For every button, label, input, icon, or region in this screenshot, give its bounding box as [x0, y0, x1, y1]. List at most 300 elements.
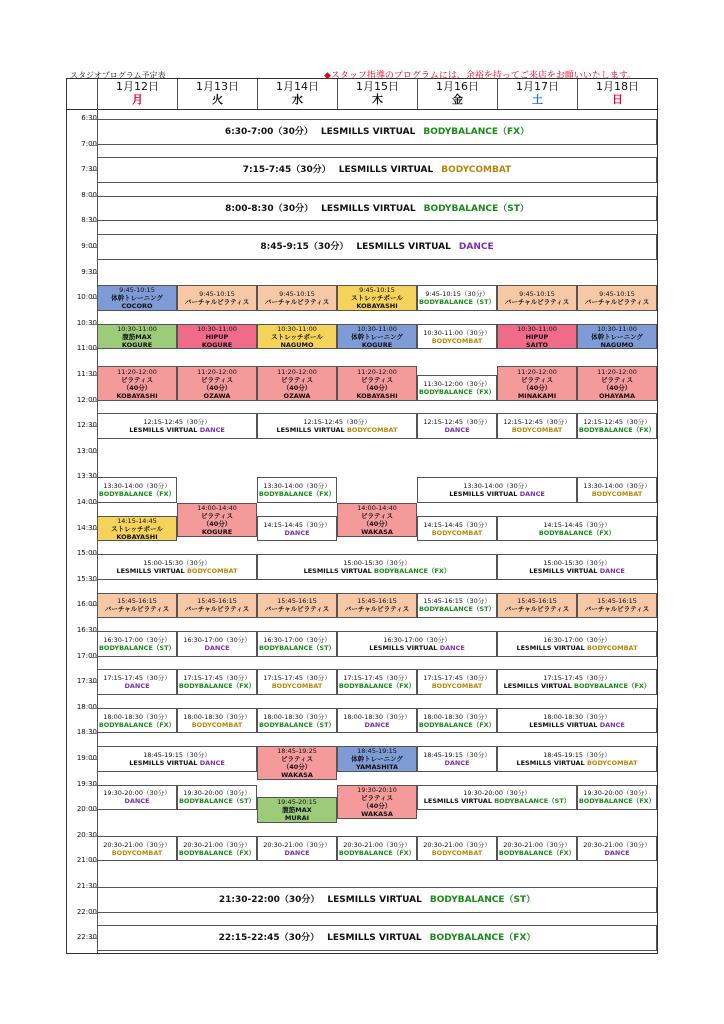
class-program: DANCE [597, 566, 625, 575]
class-cell[interactable] [337, 836, 417, 862]
class-name: バーチャルピラティス [264, 298, 330, 307]
class-cell[interactable] [337, 285, 417, 311]
class-sub: KOGURE [361, 340, 393, 349]
class-time: 12:15-12:45（30分） [503, 418, 571, 427]
class-cell[interactable] [497, 669, 657, 695]
class-time: 9:45-10:15 [519, 290, 555, 299]
class-time: 10:30-11:00 [597, 324, 637, 333]
class-cell[interactable] [177, 669, 257, 695]
time-label: 22:00 [76, 907, 97, 916]
class-name: BODYCOMBAT [591, 490, 643, 499]
class-cell[interactable] [257, 324, 337, 350]
class-name: BODYBALANCE（FX） [338, 848, 416, 857]
day-of-week: 日 [612, 93, 623, 106]
time-tick [89, 759, 97, 760]
class-time: 15:45-16:15 [517, 597, 557, 606]
time-label: 13:00 [76, 446, 97, 455]
class-time: 9:45-10:15 [359, 286, 395, 295]
class-time: 21:30-22:00（30分） [218, 894, 320, 905]
class-time: 20:30-21:00（30分） [583, 840, 651, 849]
class-cell[interactable] [337, 785, 417, 819]
time-tick [89, 145, 97, 146]
class-name: DANCE [284, 528, 310, 537]
class-time: 15:45-16:15 [277, 597, 317, 606]
class-name: 体幹トレーニング [351, 754, 403, 763]
class-cell[interactable] [577, 477, 657, 503]
virtual-class-row[interactable] [97, 887, 657, 913]
class-name: ピラティス [121, 375, 153, 384]
class-name: LESMILLS VIRTUAL DANCE [129, 758, 225, 767]
class-sub: KOBAYASHI [356, 302, 398, 311]
class-cell[interactable] [497, 413, 577, 439]
time-tick [89, 887, 97, 888]
class-provider: LESMILLS VIRTUAL [338, 165, 434, 176]
class-cell[interactable] [97, 708, 177, 734]
class-name: ピラティス [361, 512, 393, 521]
class-program: DANCE [597, 720, 625, 729]
class-name: BODYBALANCE（ST） [98, 643, 176, 652]
class-cell[interactable] [417, 836, 497, 862]
time-label: 19:30 [76, 779, 97, 788]
class-name: LESMILLS VIRTUAL DANCE [449, 490, 545, 499]
class-time: 8:45-9:15（30分） [260, 241, 349, 252]
class-cell[interactable] [177, 836, 257, 862]
class-cell[interactable] [497, 631, 657, 657]
class-cell[interactable] [337, 366, 417, 400]
day-of-week: 水 [292, 93, 303, 106]
time-tick [89, 682, 97, 683]
class-time: 10:30-11:00 [357, 324, 397, 333]
time-tick [89, 836, 97, 837]
class-cell[interactable] [417, 746, 497, 772]
class-cell[interactable] [417, 516, 497, 542]
class-name: HIPUP [525, 332, 549, 341]
class-sub: NAGUMO [280, 340, 314, 349]
class-name: BODYBALANCE（ST） [258, 643, 336, 652]
class-sub: KOBAYASHI [116, 532, 158, 541]
virtual-class-row[interactable] [97, 157, 657, 183]
class-cell[interactable] [417, 593, 497, 619]
class-cell[interactable] [577, 593, 657, 619]
class-cell[interactable] [417, 285, 497, 311]
day-date: 1月14日 [276, 80, 319, 93]
class-name: ピラティス [201, 375, 233, 384]
class-program: BODYBALANCE（ST） [429, 894, 536, 905]
time-label: 6:30 [81, 114, 97, 122]
class-cell[interactable] [97, 785, 177, 811]
class-cell[interactable] [337, 503, 417, 537]
class-cell[interactable] [497, 593, 577, 619]
class-time: 12:15-12:45（30分） [583, 418, 651, 427]
class-name: DANCE [364, 720, 390, 729]
class-cell[interactable] [577, 285, 657, 311]
class-name: BODYCOMBAT [511, 426, 563, 435]
class-time: 8:00-8:30（30分） [225, 203, 314, 214]
class-time: 13:30-14:00（30分） [463, 482, 531, 491]
class-name: BODYBALANCE（ST） [418, 605, 496, 614]
time-label: 17:00 [76, 651, 97, 660]
day-header [177, 79, 257, 109]
class-cell[interactable] [257, 746, 337, 780]
class-time: 18:45-19:15（30分） [423, 750, 491, 759]
class-time: 19:30-20:00（30分） [103, 789, 171, 798]
class-cell[interactable] [337, 324, 417, 350]
class-name: バーチャルピラティス [504, 298, 570, 307]
class-time: 17:15-17:45（30分） [263, 674, 331, 683]
class-time: 20:30-21:00（30分） [343, 840, 411, 849]
class-time: 20:30-21:00（30分） [183, 840, 251, 849]
class-cell[interactable] [177, 503, 257, 537]
class-program: BODYCOMBAT [584, 643, 638, 652]
class-cell[interactable] [257, 708, 337, 734]
class-time: 18:00-18:30（30分） [543, 712, 611, 721]
time-label: 14:30 [76, 523, 97, 532]
class-program: BODYBALANCE（FX） [571, 682, 651, 691]
class-program: DANCE [197, 758, 225, 767]
time-label: 8:00 [81, 190, 97, 199]
class-name: ピラティス [281, 375, 313, 384]
class-cell[interactable] [417, 375, 497, 401]
time-label: 10:00 [76, 293, 97, 302]
class-name: バーチャルピラティス [264, 605, 330, 614]
class-sub: COCORO [121, 302, 153, 311]
class-time: 15:45-16:15 [357, 597, 397, 606]
class-time: 15:00-15:30（30分） [143, 558, 211, 567]
virtual-class-row[interactable] [97, 234, 657, 260]
class-name: LESMILLS VIRTUAL BODYBALANCE（FX） [303, 566, 451, 575]
time-tick [89, 426, 97, 427]
time-tick [89, 733, 97, 734]
class-sub: （40分） [362, 383, 392, 392]
class-instructor: KOBAYASHI [356, 391, 398, 400]
time-label: 7:30 [81, 165, 97, 174]
class-name: BODYCOMBAT [431, 682, 483, 691]
class-cell[interactable] [497, 554, 657, 580]
class-cell[interactable] [97, 669, 177, 695]
time-label: 16:30 [76, 626, 97, 634]
class-cell[interactable] [97, 324, 177, 350]
time-label: 18:00 [76, 702, 97, 711]
class-name: BODYBALANCE（FX） [498, 848, 576, 857]
class-name: BODYCOMBAT [271, 682, 323, 691]
class-sub: （40分） [282, 383, 312, 392]
class-name: BODYBALANCE（ST） [178, 797, 256, 806]
class-time: 20:30-21:00（30分） [423, 840, 491, 849]
class-time: 11:20-12:00 [277, 367, 317, 376]
class-name: DANCE [284, 848, 310, 857]
time-tick [89, 605, 97, 606]
class-name: LESMILLS VIRTUAL BODYBALANCE（ST） [423, 797, 571, 806]
class-cell[interactable] [497, 285, 577, 311]
class-instructor: OZAWA [203, 391, 231, 400]
class-cell[interactable] [337, 669, 417, 695]
class-name: ピラティス [361, 793, 393, 802]
class-program: DANCE [197, 426, 225, 435]
class-cell[interactable] [577, 836, 657, 862]
class-time: 17:15-17:45（30分） [103, 674, 171, 683]
class-name: LESMILLS VIRTUAL BODYCOMBAT [116, 566, 238, 575]
class-instructor: KOGURE [201, 528, 233, 537]
class-cell[interactable] [337, 593, 417, 619]
class-program: BODYBALANCE（FX） [423, 126, 530, 137]
class-cell[interactable] [257, 669, 337, 695]
class-time: 18:45-19:15 [357, 746, 397, 755]
class-provider: LESMILLS VIRTUAL [320, 126, 416, 137]
class-cell[interactable] [257, 554, 497, 580]
class-program: BODYCOMBAT [441, 165, 512, 176]
class-name: LESMILLS VIRTUAL BODYBALANCE（FX） [503, 682, 651, 691]
day-date: 1月16日 [436, 80, 479, 93]
class-name: BODYBALANCE（FX） [98, 490, 176, 499]
time-tick [89, 554, 97, 555]
class-cell[interactable] [177, 631, 257, 657]
class-time: 7:15-7:45（30分） [242, 165, 331, 176]
time-tick [89, 785, 97, 786]
class-cell[interactable] [417, 324, 497, 350]
time-label: 21:30 [76, 882, 97, 890]
schedule-title: スタジオプログラム予定表 [70, 71, 166, 80]
time-label: 13:30 [76, 472, 97, 481]
class-cell[interactable] [257, 285, 337, 311]
time-tick [89, 657, 97, 658]
day-of-week: 火 [212, 93, 223, 106]
class-time: 16:30-17:00（30分） [183, 635, 251, 644]
class-cell[interactable] [257, 631, 337, 657]
class-name: LESMILLS VIRTUAL DANCE [369, 643, 465, 652]
time-label: 20:00 [76, 805, 97, 814]
class-time: 14:00-14:40 [357, 504, 397, 513]
class-name: BODYCOMBAT [431, 336, 483, 345]
class-provider: LESMILLS VIRTUAL [356, 241, 451, 252]
class-name: バーチャルピラティス [584, 605, 650, 614]
time-tick [89, 247, 97, 248]
virtual-class-row[interactable] [97, 925, 657, 951]
time-label: 21:00 [76, 856, 97, 865]
time-label: 22:30 [76, 933, 97, 942]
class-cell[interactable] [337, 746, 417, 772]
class-name: BODYBALANCE（ST） [418, 298, 496, 307]
virtual-class-row[interactable] [97, 196, 657, 222]
class-cell[interactable] [497, 516, 657, 542]
time-tick [89, 631, 97, 632]
time-tick [89, 349, 97, 350]
class-cell[interactable] [337, 631, 497, 657]
time-tick [89, 196, 97, 197]
class-instructor: WAKASA [361, 809, 393, 818]
class-time: 9:45-10:15 [279, 290, 315, 299]
class-cell[interactable] [177, 593, 257, 619]
time-label: 7:00 [81, 139, 97, 148]
time-label: 10:30 [76, 318, 97, 327]
class-time: 15:45-16:15 [197, 597, 237, 606]
class-time: 18:00-18:30（30分） [183, 712, 251, 721]
class-provider: LESMILLS VIRTUAL [327, 894, 422, 905]
time-tick [89, 170, 97, 171]
class-time: 20:30-21:00（30分） [503, 840, 571, 849]
class-name: LESMILLS VIRTUAL BODYCOMBAT [516, 758, 638, 767]
class-provider: LESMILLS VIRTUAL [321, 203, 416, 214]
time-tick [89, 529, 97, 530]
class-cell[interactable] [97, 746, 257, 772]
class-name: HIPUP [205, 332, 229, 341]
time-label: 9:30 [81, 267, 97, 276]
class-cell[interactable] [177, 708, 257, 734]
class-cell[interactable] [497, 708, 657, 734]
class-program: DANCE [437, 643, 465, 652]
class-cell[interactable] [177, 366, 257, 400]
class-cell[interactable] [97, 366, 177, 400]
class-time: 16:30-17:00（30分） [263, 635, 331, 644]
class-cell[interactable] [257, 477, 337, 503]
class-cell[interactable] [497, 366, 577, 400]
class-cell[interactable] [497, 324, 577, 350]
class-name: ピラティス [601, 375, 633, 384]
class-sub: （40分） [362, 520, 392, 529]
virtual-class-row[interactable] [97, 119, 657, 145]
class-instructor: OHAYAMA [599, 391, 635, 400]
class-time: 14:15-14:45（30分） [543, 520, 611, 529]
class-sub: NAGUMO [600, 340, 634, 349]
class-time: 16:30-17:00（30分） [103, 635, 171, 644]
class-cell[interactable] [257, 413, 417, 439]
day-of-week: 土 [532, 93, 543, 106]
class-name: DANCE [204, 643, 230, 652]
class-cell[interactable] [417, 477, 577, 503]
class-name: LESMILLS VIRTUAL DANCE [529, 720, 625, 729]
class-time: 11:20-12:00 [117, 367, 157, 376]
class-name: DANCE [444, 426, 470, 435]
class-program: BODYBALANCE（FX） [371, 566, 451, 575]
class-time: 16:30-17:00（30分） [383, 635, 451, 644]
time-label: 8:30 [81, 216, 97, 225]
class-time: 14:15-14:45（30分） [423, 520, 491, 529]
class-cell[interactable] [497, 836, 577, 862]
class-name: LESMILLS VIRTUAL DANCE [129, 426, 225, 435]
class-name: 腹筋MAX [282, 806, 312, 815]
time-tick [89, 580, 97, 581]
day-header [257, 79, 337, 109]
class-instructor: WAKASA [361, 528, 393, 537]
class-cell[interactable] [177, 324, 257, 350]
class-cell[interactable] [97, 631, 177, 657]
class-name: BODYCOMBAT [191, 720, 243, 729]
class-cell[interactable] [97, 413, 257, 439]
class-cell[interactable] [257, 366, 337, 400]
class-cell[interactable] [417, 708, 497, 734]
class-name: 体幹トレーニング [591, 332, 643, 341]
class-sub: （40分） [522, 383, 552, 392]
class-time: 22:15-22:45（30分） [218, 933, 320, 944]
class-cell[interactable] [97, 554, 257, 580]
class-time: 10:30-11:00 [197, 324, 237, 333]
class-name: BODYCOMBAT [111, 848, 163, 857]
class-name: LESMILLS VIRTUAL DANCE [529, 566, 625, 575]
class-time: 16:30-17:00（30分） [543, 635, 611, 644]
class-name: BODYBALANCE（FX） [258, 490, 336, 499]
class-time: 15:45-16:15（30分） [423, 597, 491, 606]
class-time: 19:30-20:00（30分） [583, 789, 651, 798]
class-name: ストレッチポール [271, 332, 323, 341]
class-program: BODYBALANCE（ST） [491, 797, 571, 806]
class-name: バーチャルピラティス [504, 605, 570, 614]
class-program: DANCE [517, 490, 545, 499]
class-cell[interactable] [417, 669, 497, 695]
class-time: 13:30-14:00（30分） [263, 482, 331, 491]
class-name: バーチャルピラティス [104, 605, 170, 614]
header-divider [67, 109, 657, 110]
class-cell[interactable] [257, 593, 337, 619]
class-sub: YAMASHITA [355, 762, 399, 771]
class-time: 19:30-20:00（30分） [463, 789, 531, 798]
class-name: 腹筋MAX [122, 332, 152, 341]
time-label: 14:00 [76, 498, 97, 506]
class-time: 9:45-10:15 [599, 290, 635, 299]
class-name: バーチャルピラティス [184, 605, 250, 614]
class-cell[interactable] [337, 708, 417, 734]
class-name: BODYBALANCE（FX） [98, 720, 176, 729]
class-cell[interactable] [577, 366, 657, 400]
class-cell[interactable] [97, 285, 177, 311]
class-cell[interactable] [177, 285, 257, 311]
class-time: 19:30-20:00（30分） [183, 789, 251, 798]
class-time: 14:15-14:45（30分） [263, 520, 331, 529]
class-cell[interactable] [97, 477, 177, 503]
class-cell[interactable] [577, 413, 657, 439]
class-name: BODYBALANCE（FX） [418, 720, 496, 729]
class-time: 6:30-7:00（30分） [224, 126, 313, 137]
time-tick [89, 119, 97, 120]
class-name: ストレッチポール [351, 294, 403, 303]
class-time: 17:15-17:45（30分） [423, 674, 491, 683]
class-time: 13:30-14:00（30分） [583, 482, 651, 491]
class-time: 19:30-20:10 [357, 785, 397, 794]
class-time: 15:45-16:15 [117, 597, 157, 606]
class-time: 10:30-11:00 [517, 324, 557, 333]
class-time: 18:00-18:30（30分） [343, 712, 411, 721]
time-label: 11:30 [76, 370, 97, 378]
class-time: 18:00-18:30（30分） [423, 712, 491, 721]
class-cell[interactable] [177, 785, 257, 811]
class-name: バーチャルピラティス [184, 298, 250, 307]
class-cell[interactable] [417, 413, 497, 439]
class-name: ピラティス [361, 375, 393, 384]
time-label: 17:30 [76, 677, 97, 686]
class-time: 14:15-14:45 [117, 516, 157, 525]
class-time: 20:30-21:00（30分） [263, 840, 331, 849]
class-name: DANCE [604, 848, 630, 857]
class-name: LESMILLS VIRTUAL BODYCOMBAT [276, 426, 398, 435]
time-label: 16:00 [76, 600, 97, 609]
class-cell[interactable] [97, 516, 177, 542]
class-cell[interactable] [577, 324, 657, 350]
class-cell[interactable] [97, 836, 177, 862]
class-cell[interactable] [417, 785, 577, 811]
class-cell[interactable] [497, 746, 657, 772]
class-sub: （40分） [202, 383, 232, 392]
class-name: BODYCOMBAT [431, 528, 483, 537]
class-sub: MURAI [284, 814, 310, 823]
class-cell[interactable] [257, 797, 337, 823]
class-cell[interactable] [97, 593, 177, 619]
class-cell[interactable] [257, 516, 337, 542]
class-name: BODYBALANCE（FX） [578, 426, 656, 435]
class-name: BODYBALANCE（FX） [578, 797, 656, 806]
class-cell[interactable] [577, 785, 657, 811]
class-name: BODYBALANCE（FX） [418, 387, 496, 396]
class-cell[interactable] [257, 836, 337, 862]
class-time: 10:30-11:00 [277, 324, 317, 333]
class-name: BODYBALANCE（FX） [178, 682, 256, 691]
